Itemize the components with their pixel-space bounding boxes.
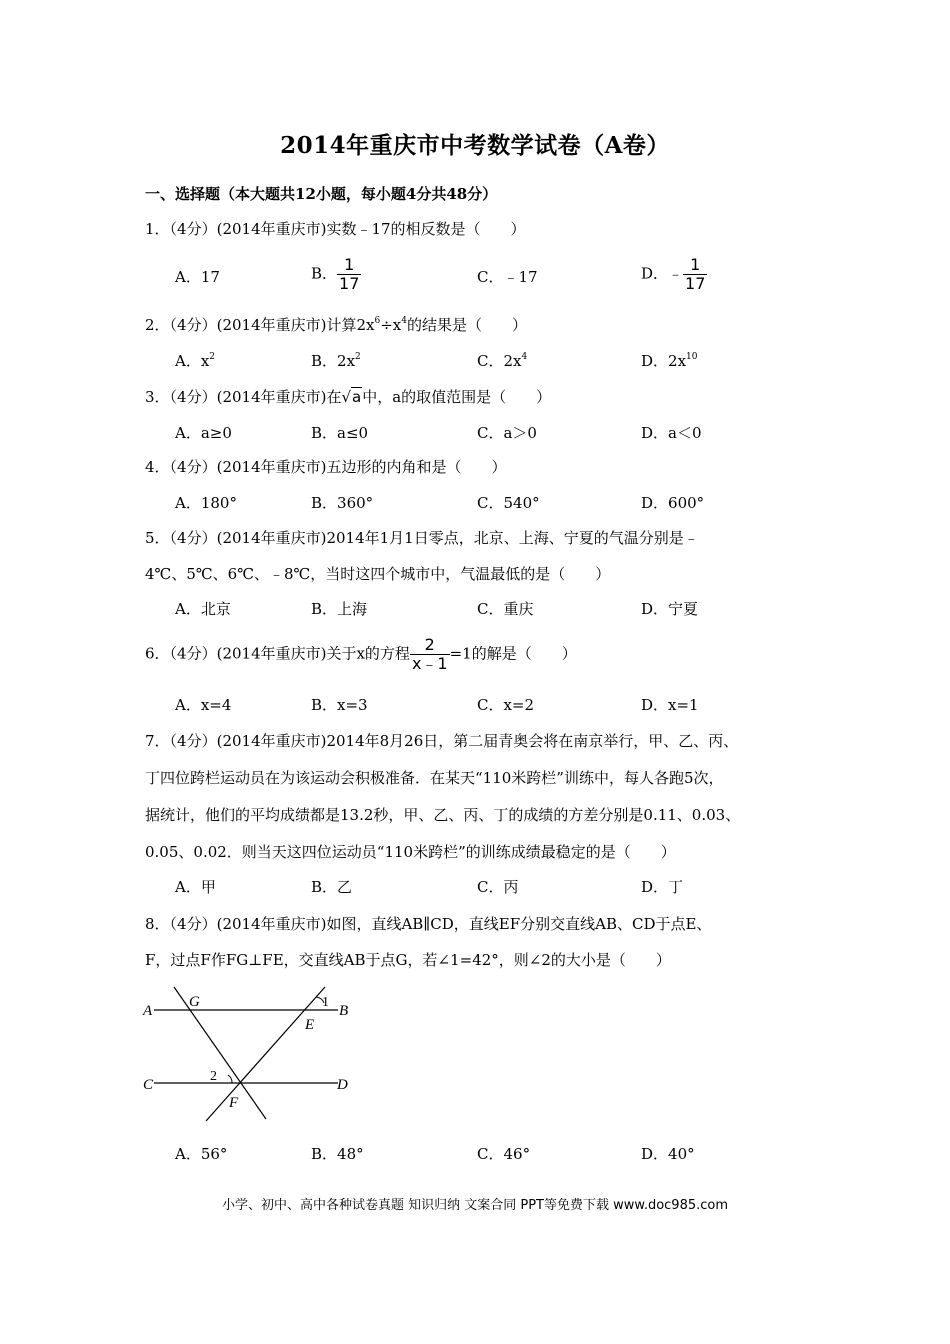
numerator: 1	[683, 256, 707, 275]
option-d	[641, 350, 697, 371]
question-5-line-2: 4℃、5℃、6℃、﹣8℃，当时这四个城市中，气温最低的是（ ）	[145, 565, 611, 583]
option-a: A．180°	[175, 494, 237, 512]
question-7-line-1: 7．（4分）(2014年重庆市)2014年8月26日，第二届青奥会将在南京举行，甲、乙、丙、	[145, 732, 739, 750]
option-c: C．x=2	[477, 696, 535, 714]
exponent: 6	[374, 316, 381, 326]
option-c: C．46°	[477, 1145, 531, 1163]
section-heading: 一、选择题（本大题共12小题，每小题4分共48分）	[145, 185, 498, 203]
angle-2-arc	[228, 1075, 232, 1083]
label-e: E	[305, 1017, 315, 1033]
option-text: A．x	[175, 352, 210, 370]
question-5-line-1: 5．（4分）(2014年重庆市)2014年1月1日零点，北京、上海、宁夏的气温分别是﹣	[145, 529, 699, 547]
option-label: B．	[311, 264, 338, 283]
question-4-stem: 4．（4分）(2014年重庆市)五边形的内角和是（ ）	[145, 458, 507, 476]
option-d: D．丁	[641, 878, 684, 896]
question-8-line-2: F，过点F作FG⊥FE，交直线AB于点G，若∠1=42°，则∠2的大小是（ ）	[145, 951, 671, 969]
option-d: D．40°	[641, 1145, 695, 1163]
option-b: B．a≤0	[311, 424, 369, 442]
fraction	[410, 636, 450, 673]
option-b: B．乙	[311, 878, 353, 896]
denominator: 17	[339, 274, 360, 293]
option-d: D．宁夏	[641, 600, 699, 618]
question-8-options	[175, 1143, 875, 1167]
line-ef	[206, 987, 325, 1121]
denominator: 17	[685, 274, 706, 293]
option-c	[477, 350, 527, 371]
option-b: B．上海	[311, 600, 368, 618]
footer-ad: 小学、初中、高中各种试卷真题 知识归纳 文案合同 PPT等免费下载 www.doc985.com	[221, 1198, 729, 1213]
label-g: G	[189, 994, 200, 1010]
label-angle-1: 1	[322, 995, 329, 1010]
option-d: D．a＜0	[641, 424, 702, 442]
option-text: B．2x	[311, 352, 356, 370]
label-c: C	[143, 1077, 154, 1093]
fraction	[683, 256, 707, 293]
fraction	[337, 256, 361, 293]
option-c: C．a＞0	[477, 424, 537, 442]
option-c: C．丙	[477, 878, 519, 896]
option-c: C．﹣17	[477, 268, 538, 286]
option-d: D．600°	[641, 494, 705, 512]
question-7-line-4: 0.05、0.02．则当天这四位运动员“110米跨栏”的训练成绩最稳定的是（ ）	[145, 843, 676, 861]
question-2-stem	[145, 314, 527, 335]
label-d: D	[337, 1077, 348, 1093]
label-angle-2: 2	[210, 1069, 217, 1084]
question-6-stem	[145, 636, 577, 673]
option-a: A．a≥0	[175, 424, 232, 442]
label-f: F	[229, 1095, 239, 1111]
option-b: B．x=3	[311, 696, 368, 714]
stem-text: 2．（4分）(2014年重庆市)计算2x	[145, 316, 375, 334]
question-7-line-3: 据统计，他们的平均成绩都是13.2秒，甲、乙、丙、丁的成绩的方差分别是0.11、0.03、	[145, 806, 741, 824]
option-d: D．x=1	[641, 696, 699, 714]
option-a	[175, 350, 215, 371]
option-c: C．540°	[477, 494, 540, 512]
option-c: C．重庆	[477, 600, 534, 618]
denominator: x﹣1	[411, 654, 448, 673]
exponent: 2	[209, 352, 216, 362]
line-fg	[174, 987, 266, 1119]
exponent: 2	[355, 352, 361, 362]
exponent: 4	[521, 352, 528, 362]
question-6-options	[175, 694, 875, 718]
page-title: 2014年重庆市中考数学试卷（A卷）	[280, 132, 670, 159]
stem-text: 3．（4分）(2014年重庆市)在	[145, 388, 342, 406]
stem-text: 的结果是（ ）	[406, 316, 527, 334]
option-b	[311, 256, 361, 293]
option-b: B．360°	[311, 494, 374, 512]
question-4-options	[175, 492, 875, 516]
question-7-line-2: 丁四位跨栏运动员在为该运动会积极准备．在某天“110米跨栏”训练中，每人各跑5次，	[145, 769, 724, 787]
option-d	[641, 256, 707, 293]
exponent: 4	[401, 316, 407, 326]
stem-text: 中，a的取值范围是（ ）	[362, 388, 552, 406]
exponent: 10	[686, 352, 698, 362]
question-5-options	[175, 598, 875, 622]
question-3-options	[175, 422, 875, 446]
question-3-stem	[145, 386, 551, 407]
option-label: D．﹣	[641, 264, 684, 283]
option-a: A．17	[175, 268, 220, 286]
question-7-options	[175, 876, 875, 900]
numerator: 1	[337, 256, 361, 275]
option-a: A．北京	[175, 600, 231, 618]
label-b: B	[339, 1003, 349, 1019]
radicand: a	[352, 388, 362, 406]
geometry-figure	[140, 985, 360, 1125]
question-1-options	[175, 255, 875, 293]
question-2-options	[175, 350, 875, 374]
question-8-line-1: 8．（4分）(2014年重庆市)如图，直线AB∥CD，直线EF分别交直线AB、CD于点E、	[145, 915, 712, 933]
question-1-stem: 1．（4分）(2014年重庆市)实数﹣17的相反数是（ ）	[145, 220, 526, 238]
option-text: C．2x	[477, 352, 522, 370]
numerator: 2	[410, 636, 450, 655]
option-a: A．甲	[175, 878, 216, 896]
square-root: √a	[341, 388, 362, 406]
option-b: B．48°	[311, 1145, 364, 1163]
stem-text: ÷x	[380, 316, 402, 334]
option-b	[311, 350, 361, 371]
option-a: A．56°	[175, 1145, 228, 1163]
stem-text: 6．（4分）(2014年重庆市)关于x的方程	[145, 644, 410, 663]
label-a: A	[143, 1003, 153, 1019]
option-text: D．2x	[641, 352, 687, 370]
stem-text: =1的解是（ ）	[449, 644, 577, 663]
option-a: A．x=4	[175, 696, 232, 714]
